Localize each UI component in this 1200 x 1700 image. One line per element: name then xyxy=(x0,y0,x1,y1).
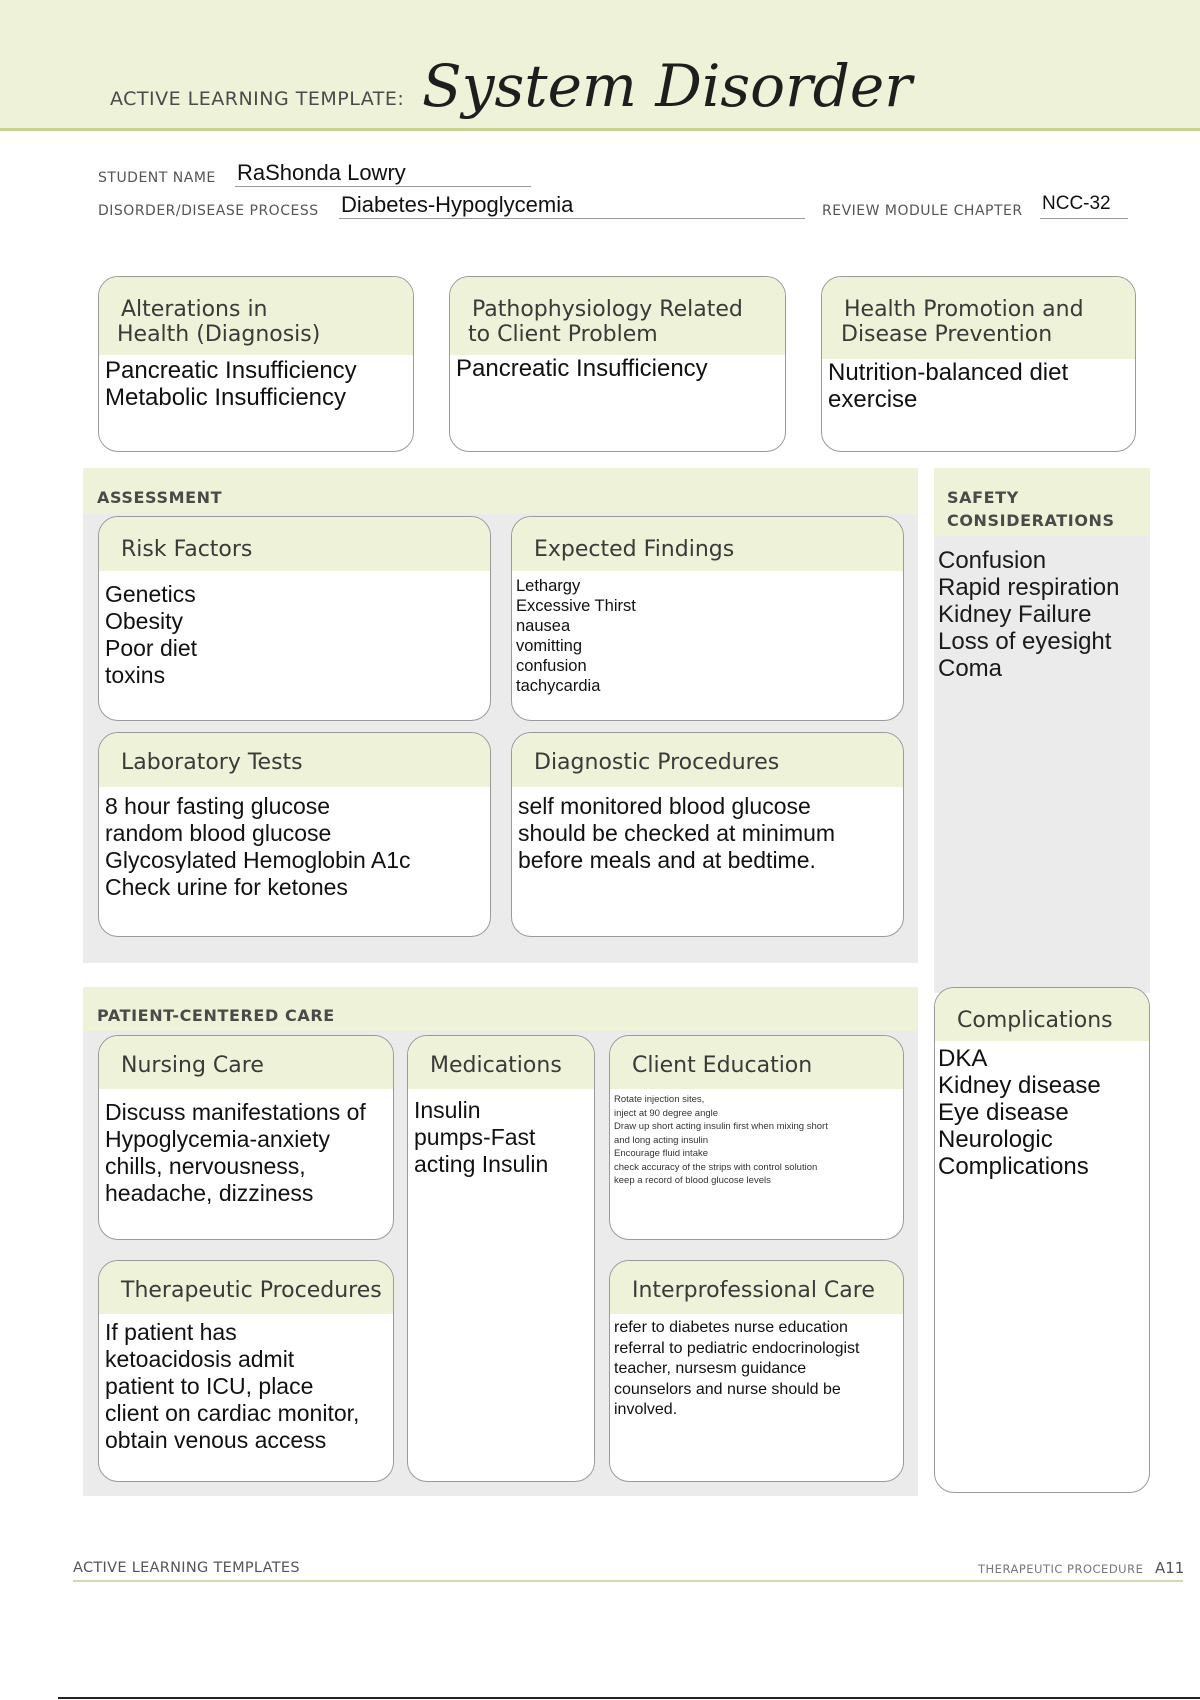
footer-page-number: A11 xyxy=(1155,1559,1185,1577)
diagnostic-procedures-box xyxy=(511,732,904,937)
risk-factors-box xyxy=(98,516,491,721)
template-title: System Disorder xyxy=(422,52,912,120)
review-chapter-value[interactable]: NCC-32 xyxy=(1042,193,1111,214)
client-education-box xyxy=(609,1035,904,1240)
student-name-label: STUDENT NAME xyxy=(98,170,216,186)
health-promotion-content: Nutrition-balanced diet exercise xyxy=(828,359,1069,413)
disorder-label: DISORDER/DISEASE PROCESS xyxy=(98,203,319,219)
laboratory-tests-title: Laboratory Tests xyxy=(99,733,490,787)
risk-factors-title: Risk Factors xyxy=(99,517,490,571)
student-name-value[interactable]: RaShonda Lowry xyxy=(237,160,406,185)
complications-box xyxy=(934,987,1150,1493)
diagnostic-procedures-title: Diagnostic Procedures xyxy=(512,733,903,787)
pathophysiology-content: Pancreatic Insufficiency xyxy=(456,355,708,382)
expected-findings-box xyxy=(511,516,904,721)
client-education-content: Rotate injection sites, inject at 90 degree angle Draw up short acting insulin first when mixing short and long acting insulin Encourage fluid intake check accuracy of the strips with control solution keep a record of blood glucose levels xyxy=(614,1094,828,1186)
pathophysiology-title: Pathophysiology Related to Client Problem xyxy=(450,277,785,355)
therapeutic-procedures-content: If patient has ketoacidosis admit patient to ICU, place client on cardiac monitor, obtain venous access xyxy=(105,1319,360,1453)
therapeutic-procedures-title: Therapeutic Procedures xyxy=(99,1261,393,1314)
review-chapter-label: REVIEW MODULE CHAPTER xyxy=(822,203,1023,219)
safety-content: Confusion Rapid respiration Kidney Failure Loss of eyesight Coma xyxy=(938,547,1120,682)
footer-right-label: THERAPEUTIC PROCEDURE xyxy=(978,1562,1144,1576)
complications-content: DKA Kidney disease Eye disease Neurologic Complications xyxy=(938,1045,1101,1180)
patient-care-label: PATIENT-CENTERED CARE xyxy=(97,1006,335,1025)
complications-title: Complications xyxy=(935,988,1149,1041)
client-education-title: Client Education xyxy=(610,1036,903,1089)
disorder-underline xyxy=(339,218,805,219)
alterations-title: Alterations in Health (Diagnosis) xyxy=(99,277,413,355)
diagnostic-procedures-content: self monitored blood glucose should be checked at minimum before meals and at bedtime. xyxy=(518,793,836,873)
template-label: ACTIVE LEARNING TEMPLATE: xyxy=(110,88,405,110)
footer-rule xyxy=(73,1580,1183,1582)
interprofessional-care-title: Interprofessional Care xyxy=(610,1261,903,1314)
interprofessional-care-content: refer to diabetes nurse education referral to pediatric endocrinologist teacher, nursesm guidance counselors and nurse should be involved. xyxy=(614,1319,860,1418)
medications-content: Insulin pumps-Fast acting Insulin xyxy=(414,1097,549,1177)
page-bottom-rule xyxy=(58,1697,1200,1699)
footer-left-label: ACTIVE LEARNING TEMPLATES xyxy=(73,1560,300,1576)
laboratory-tests-content: 8 hour fasting glucose random blood glucose Glycosylated Hemoglobin A1c Check urine for ketones xyxy=(105,793,411,900)
medications-box xyxy=(407,1035,595,1482)
safety-title: SAFETY CONSIDERATIONS xyxy=(947,488,1115,530)
disorder-value[interactable]: Diabetes-Hypoglycemia xyxy=(341,192,574,217)
alterations-content: Pancreatic Insufficiency Metabolic Insufficiency xyxy=(105,357,357,411)
assessment-label: ASSESSMENT xyxy=(97,488,223,507)
nursing-care-content: Discuss manifestations of Hypoglycemia-anxiety chills, nervousness, headache, dizziness xyxy=(105,1099,366,1206)
expected-findings-title: Expected Findings xyxy=(512,517,903,571)
alterations-box xyxy=(98,276,414,452)
health-promotion-box xyxy=(821,276,1136,452)
risk-factors-content: Genetics Obesity Poor diet toxins xyxy=(105,581,198,688)
nursing-care-title: Nursing Care xyxy=(99,1036,393,1089)
health-promotion-title: Health Promotion and Disease Prevention xyxy=(822,277,1135,359)
expected-findings-content: Lethargy Excessive Thirst nausea vomitting confusion tachycardia xyxy=(516,577,636,695)
pathophysiology-box xyxy=(449,276,786,452)
therapeutic-procedures-box xyxy=(98,1260,394,1482)
review-chapter-underline xyxy=(1040,218,1128,219)
nursing-care-box xyxy=(98,1035,394,1240)
medications-title: Medications xyxy=(408,1036,594,1089)
laboratory-tests-box xyxy=(98,732,491,937)
student-name-underline xyxy=(235,186,531,187)
interprofessional-care-box xyxy=(609,1260,904,1482)
